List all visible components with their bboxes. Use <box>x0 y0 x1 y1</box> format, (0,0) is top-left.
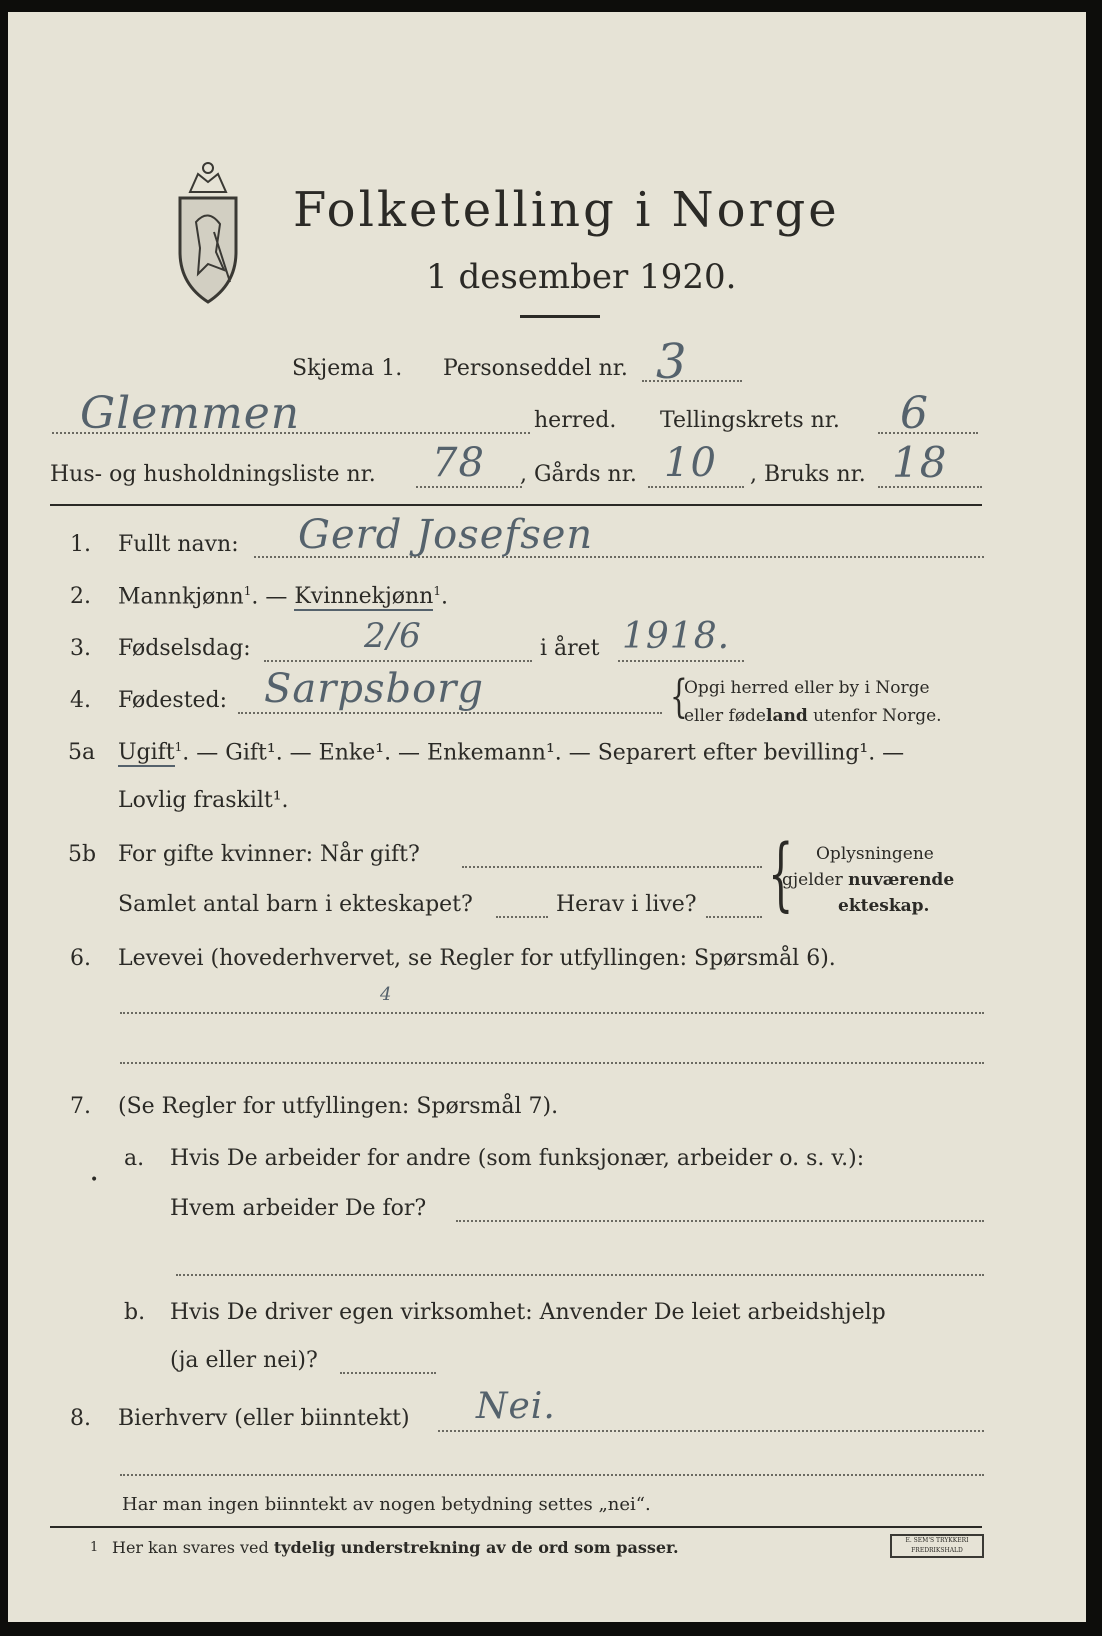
q5b-label2: Samlet antal barn i ekteskapet? <box>118 892 473 917</box>
herred-value: Glemmen <box>80 388 301 439</box>
birthday-value: 2/6 <box>364 616 422 656</box>
q3-label: Fødselsdag: <box>118 636 251 661</box>
q5b-label1: For gifte kvinner: Når gift? <box>118 842 420 867</box>
q2-sex-options: Mannkjønn$^1$. — Kvinnekjønn$^1$. <box>118 584 448 610</box>
q4-label: Fødested: <box>118 688 228 713</box>
gards-line <box>648 486 744 488</box>
q2-separator: . — <box>251 584 288 610</box>
bruks-value: 18 <box>892 438 948 487</box>
q7a-text: Hvis De arbeider for andre (som funksjonær, arbeider o. s. v.): <box>170 1146 865 1171</box>
q7b-line <box>340 1372 436 1374</box>
q6-label: Levevei (hovederhvervet, se Regler for utfyllingen: Spørsmål 6). <box>118 946 836 971</box>
q5b-number: 5b <box>68 842 97 867</box>
q1-label: Fullt navn: <box>118 532 239 557</box>
footer-rule <box>50 1526 982 1528</box>
personseddel-value: 3 <box>656 334 688 390</box>
footnote-bold: tydelig understrekning av de ord som passer. <box>273 1538 679 1557</box>
q3-year-label: i året <box>540 636 600 661</box>
q6-mark: 4 <box>380 984 393 1005</box>
tellingskrets-value: 6 <box>900 388 929 439</box>
q5a-other-options: . — Gift¹. — Enke¹. — Enkemann¹. — Separert efter bevilling¹. — <box>182 740 905 766</box>
q7-number: 7. <box>70 1094 91 1119</box>
q3-year-line <box>618 660 744 662</box>
q5b-married-line <box>462 866 762 868</box>
q2-end: . <box>441 584 448 610</box>
q5b-note3: ekteskap. <box>838 896 930 916</box>
q4-note-line2 <box>684 706 942 726</box>
form-title: Folketelling i Norge <box>293 182 840 238</box>
side-income-value: Nei. <box>476 1386 556 1427</box>
footnote-part1: Her kan svares ved <box>112 1538 274 1557</box>
birth-year-value: 1918. <box>622 616 731 657</box>
q7a-letter: a. <box>124 1146 145 1171</box>
form-date: 1 desember 1920. <box>426 257 737 297</box>
ugift-label: Ugift <box>118 740 175 766</box>
q4-line <box>238 712 662 714</box>
q4-note-line1: Opgi herred eller by i Norge <box>684 678 930 698</box>
q1-number: 1. <box>70 532 91 557</box>
q5b-note1: Oplysningene <box>816 844 934 864</box>
herred-label: herred. <box>534 408 617 433</box>
q5b-alive-line <box>706 916 762 918</box>
q5b-note2-part1: gjelder <box>782 870 849 890</box>
q8-label: Bierhverv (eller biinntekt) <box>118 1406 410 1431</box>
q5b-label3: Herav i live? <box>556 892 697 917</box>
q7a-line2 <box>176 1274 984 1276</box>
q5a-line2: Lovlig fraskilt¹. <box>118 788 289 813</box>
personseddel-label: Personseddel nr. <box>443 356 628 381</box>
footnote-mark: 1 <box>90 1540 99 1555</box>
q6-line2 <box>120 1062 984 1064</box>
gards-value: 10 <box>664 440 717 486</box>
stray-dot: • <box>90 1172 99 1188</box>
hus-label: Hus- og husholdningsliste nr. <box>50 462 376 487</box>
kvinnekjonn-label: Kvinnekjønn <box>294 584 434 610</box>
hus-value: 78 <box>432 440 485 486</box>
q4-number: 4. <box>70 688 91 713</box>
census-form-page <box>8 12 1086 1622</box>
hus-line <box>416 486 522 488</box>
q7-label: (Se Regler for utfyllingen: Spørsmål 7). <box>118 1094 559 1119</box>
header-rule <box>50 504 982 506</box>
q2-number: 2. <box>70 584 91 609</box>
q8-number: 8. <box>70 1406 91 1431</box>
q8-line2 <box>120 1474 984 1476</box>
q4-note-part1: eller føde <box>684 706 766 726</box>
footnote-text <box>112 1538 679 1557</box>
q3-number: 3. <box>70 636 91 661</box>
q5b-children-line <box>496 916 548 918</box>
q8-line1 <box>438 1430 984 1432</box>
q7a-line1 <box>456 1220 984 1222</box>
q7a-sub-label: Hvem arbeider De for? <box>170 1196 427 1221</box>
q5b-note2-bold: nuværende <box>848 870 955 890</box>
gards-label: , Gårds nr. <box>520 462 637 487</box>
bruks-label: , Bruks nr. <box>750 462 866 487</box>
q3-line <box>264 660 532 662</box>
q4-brace: { <box>670 670 688 723</box>
tellingskrets-label: Tellingskrets nr. <box>660 408 840 433</box>
full-name-value: Gerd Josefsen <box>298 512 594 558</box>
title-divider <box>520 315 600 318</box>
q7b-text: Hvis De driver egen virksomhet: Anvender De leiet arbeidshjelp <box>170 1300 886 1325</box>
q5a-marital-options: Ugift$^1$. — Gift¹. — Enke¹. — Enkemann¹. — Separert efter bevilling¹. — <box>118 740 905 766</box>
coat-of-arms-icon <box>168 152 248 312</box>
birthplace-value: Sarpsborg <box>264 666 484 712</box>
q6-number: 6. <box>70 946 91 971</box>
footer-note: Har man ingen biinntekt av nogen betydning settes „nei“. <box>122 1494 651 1515</box>
q5b-brace: { <box>768 829 794 921</box>
mannkjonn-label: Mannkjønn <box>118 584 244 610</box>
q7b-letter: b. <box>124 1300 146 1325</box>
q7b-sub-label: (ja eller nei)? <box>170 1348 318 1373</box>
q4-note-part3: utenfor Norge. <box>807 706 942 726</box>
q6-line1 <box>120 1012 984 1014</box>
printer-stamp: E. SEM'S TRYKKERI FREDRIKSHALD <box>890 1534 984 1558</box>
q5a-number: 5a <box>68 740 96 765</box>
q5b-note2 <box>782 870 954 890</box>
q4-note-bold: land <box>766 706 808 726</box>
schema-label: Skjema 1. <box>292 356 403 381</box>
